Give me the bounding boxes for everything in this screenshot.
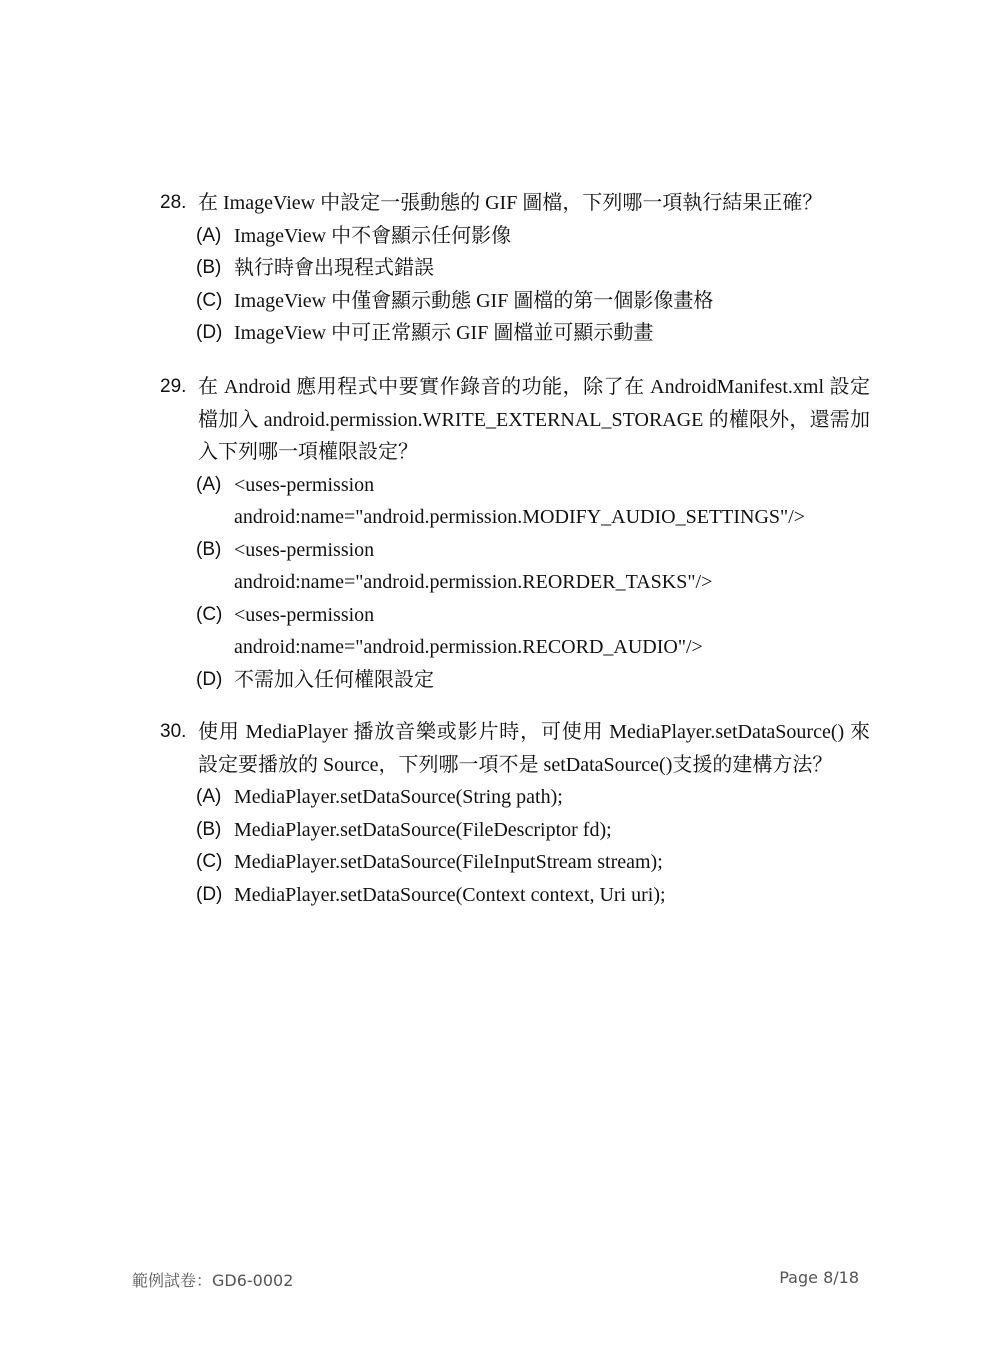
- option-text: ImageView 中僅會顯示動態 GIF 圖檔的第一個影像畫格: [234, 289, 714, 312]
- option-label: (A): [196, 224, 222, 246]
- option-text: MediaPlayer.setDataSource(FileInputStream stream);: [234, 851, 663, 873]
- option-c: [160, 846, 870, 879]
- option-b: [160, 252, 870, 285]
- option-text-line1: <uses-permission: [234, 473, 375, 496]
- option-text: ImageView 中可正常顯示 GIF 圖檔並可顯示動畫: [234, 322, 654, 344]
- option-text: MediaPlayer.setDataSource(String path);: [234, 786, 563, 808]
- option-text: MediaPlayer.setDataSource(Context context, Uri uri);: [234, 883, 666, 906]
- option-label: (D): [196, 668, 223, 690]
- option-b: [160, 814, 870, 847]
- option-label: (A): [196, 786, 222, 807]
- option-label: (B): [196, 257, 222, 278]
- option-b: [160, 534, 870, 599]
- question-28: [160, 187, 870, 350]
- option-c: [160, 285, 870, 318]
- question-stem: [160, 371, 870, 469]
- option-label: (B): [196, 538, 222, 560]
- option-text: MediaPlayer.setDataSource(FileDescriptor fd);: [234, 818, 612, 841]
- footer-page-number: Page 8/18: [779, 1268, 859, 1287]
- question-number: 30.: [160, 721, 187, 742]
- question-30: [160, 716, 870, 911]
- question-text: 在 Android 應用程式中要實作錄音的功能，除了在 AndroidManifest.xml 設定檔加入 android.permission.WRITE_EXTERNAL_STORAGE 的權限外，還需加入下列哪一項權限設定？: [198, 376, 870, 463]
- question-29: [160, 371, 870, 696]
- option-text-line2: android:name="android.permission.RECORD_AUDIO"/>: [234, 636, 703, 658]
- option-text-line2: android:name="android.permission.MODIFY_AUDIO_SETTINGS"/>: [234, 506, 806, 528]
- option-d: [160, 317, 870, 350]
- option-d: [160, 879, 870, 912]
- option-text-line1: <uses-permission: [234, 603, 375, 626]
- option-text: 不需加入任何權限設定: [234, 668, 434, 691]
- question-text: 使用 MediaPlayer 播放音樂或影片時，可使用 MediaPlayer.setDataSource() 來設定要播放的 Source，下列哪一項不是 setDataSource()支援的建構方法？: [198, 721, 870, 776]
- option-text: 執行時會出現程式錯誤: [234, 257, 434, 279]
- footer-exam-id: 範例試卷：GD6-0002: [132, 1271, 294, 1290]
- option-label: (A): [196, 473, 222, 495]
- option-c: [160, 599, 870, 664]
- question-number: 28.: [160, 192, 187, 213]
- option-text: ImageView 中不會顯示任何影像: [234, 224, 512, 247]
- question-number: 29.: [160, 376, 187, 397]
- option-a: [160, 469, 870, 534]
- option-a: [160, 781, 870, 814]
- question-stem: [160, 187, 870, 220]
- option-text-line2: android:name="android.permission.REORDER_TASKS"/>: [234, 571, 713, 593]
- option-a: [160, 220, 870, 253]
- option-label: (B): [196, 818, 222, 840]
- option-label: (C): [196, 851, 223, 872]
- option-label: (C): [196, 289, 223, 311]
- option-label: (C): [196, 603, 223, 625]
- question-stem: [160, 716, 870, 781]
- question-text: 在 ImageView 中設定一張動態的 GIF 圖檔，下列哪一項執行結果正確？: [198, 192, 823, 214]
- option-label: (D): [196, 883, 223, 905]
- option-d: [160, 664, 870, 697]
- option-label: (D): [196, 322, 223, 343]
- option-text-line1: <uses-permission: [234, 538, 375, 561]
